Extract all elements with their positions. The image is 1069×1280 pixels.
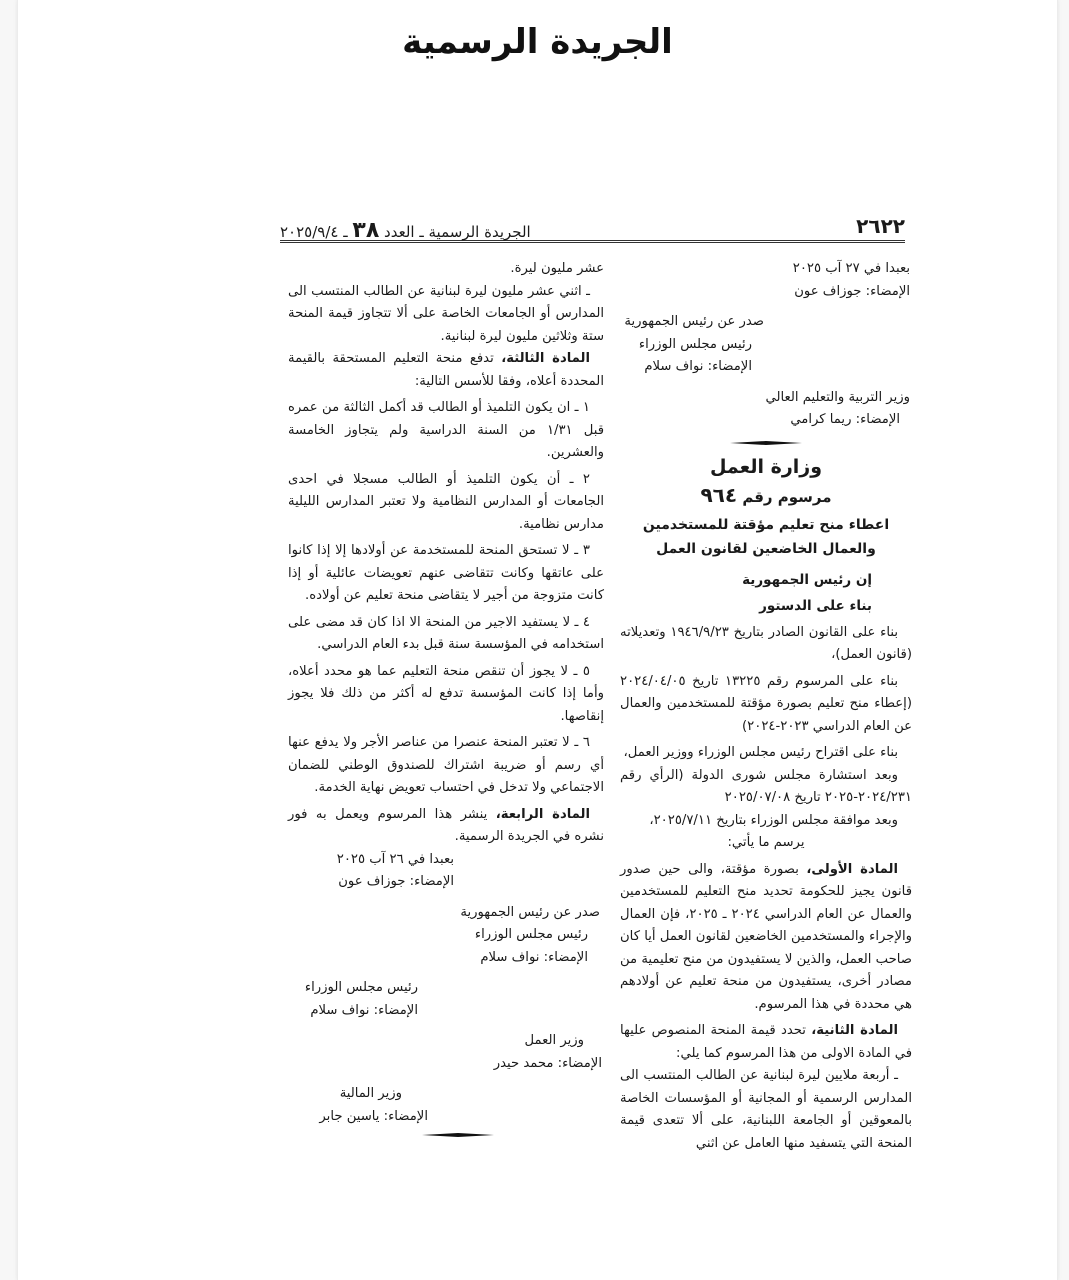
article-3 (288, 348, 604, 393)
signoff-date: بعبدا في ٢٦ آب ٢٠٢٥ (336, 851, 454, 867)
document-page (17, 0, 1058, 1280)
running-header-title (280, 218, 531, 243)
running-header (280, 214, 905, 243)
right-column (620, 258, 912, 1159)
article-1-label: المادة الأولى، (806, 861, 898, 877)
article-4 (288, 804, 604, 849)
gazette-name: الجريدة الرسمية ـ العدد (384, 223, 531, 241)
previous-decree-signoff (620, 258, 912, 448)
article-3-label: المادة الثالثة، (501, 351, 590, 366)
signoff-pm-2: الإمضاء: نواف سلام (310, 1002, 418, 1018)
condition-item: ٦ ـ لا تعتبر المنحة عنصرا من عناصر الأجر ولا يدفع عنها أي رسم أو ضريبة اشتراك للصندوق الوطني للضمان الاجتماعي ولا تدخل في احتساب تعويض نهاية الخدمة. (288, 735, 604, 795)
section-divider-icon (422, 1130, 494, 1140)
signoff-date: بعبدا في ٢٧ آب ٢٠٢٥ (792, 261, 910, 276)
preamble-president: إن رئيس الجمهورية (742, 571, 872, 588)
signoff-issued-by: صدر عن رئيس الجمهورية (624, 314, 764, 329)
continuation-text: عشر مليون ليرة. (510, 261, 604, 276)
section-divider-icon (730, 438, 802, 448)
condition-item: ٤ ـ لا يستفيد الاجير من المنحة الا اذا كان قد مضى على استخدامه في المؤسسة سنة قبل بدء العام الدراسي. (288, 614, 604, 652)
decree-label: مرسوم رقم (742, 488, 832, 506)
recital: بناء على اقتراح رئيس مجلس الوزراء ووزير العمل، (623, 745, 898, 760)
article-2 (620, 1020, 912, 1065)
decree-heading (620, 484, 912, 509)
signoff-finance-minister: الإمضاء: ياسين جابر (319, 1108, 428, 1124)
signoff-issued-by: صدر عن رئيس الجمهورية (460, 904, 600, 920)
issue-number: ٣٨ (352, 218, 380, 243)
article-2-label: المادة الثانية، (811, 1023, 898, 1038)
masthead-title: الجريدة الرسمية (402, 22, 673, 62)
issue-date: ـ ٢٠٢٥/٩/٤ (280, 223, 348, 241)
signoff-president: الإمضاء: جوزاف عون (338, 874, 454, 889)
left-column (288, 258, 604, 1142)
article-2-item-1: ـ أربعة ملايين ليرة لبنانية عن الطالب المنتسب الى المدارس الرسمية أو المجانية أو المؤسسات الخاصة بالمعوقين أو الجامعة اللبنانية، على ألا تتعدى قيمة المنحة التي يتسفيد منها العامل عن اثني (620, 1068, 912, 1151)
signoff-pm: الإمضاء: نواف سلام (480, 949, 588, 965)
signoff-labour-minister: الإمضاء: محمد حيدر (493, 1055, 602, 1071)
signoff-pm-title: رئيس مجلس الوزراء (638, 336, 752, 352)
signoff-minister-title: وزير التربية والتعليم العالي (765, 389, 910, 405)
condition-item: ٢ ـ أن يكون التلميذ أو الطالب مسجلا في احدى الجامعات أو المدارس النظامية ولا تعتبر المدارس الليلية مدارس نظامية. (288, 471, 604, 532)
decree-number: ٩٦٤ (700, 483, 738, 507)
article-3-text: تدفع منحة التعليم المستحقة بالقيمة المحددة أعلاه، وفقا للأسس التالية: (288, 351, 604, 389)
condition-item: ٣ ـ لا تستحق المنحة للمستخدمة عن أولادها إلا إذا كانوا على عاتقها وكانت تتقاضى عنهم تعويضات عائلية أو إذا كانت متزوجة من أجير لا يتقاضى منحة تعليم عن أولاده. (288, 543, 604, 603)
signoff-pm-title: رئيس مجلس الوزراء (474, 927, 588, 942)
condition-item: ٥ ـ لا يجوز أن تنقص منحة التعليم عما هو محدد أعلاه، وأما إذا كانت المؤسسة تدفع له أكثر من ذلك فلا يجوز إنقاصها. (288, 663, 604, 724)
signoff-minister: الإمضاء: ريما كرامي (790, 412, 900, 427)
ministry-heading: وزارة العمل (709, 455, 823, 478)
article-2-item-2: ـ اثني عشر مليون ليرة لبنانية عن الطالب المنتسب الى المدارس أو الجامعات الخاصة على ألا تتجاوز قيمة المنحة ستة وثلاثين مليون ليرة لبنانية. (288, 283, 604, 344)
recital: بناء على المرسوم رقم ١٣٢٢٥ تاريخ ٢٠٢٤/٠٤/٠٥ (إعطاء منح تعليم بصورة مؤقتة للمستخدمين والعمال عن العام الدراسي ٢٠٢٣-٢٠٢٤) (620, 673, 912, 734)
page-number: ٢٦٢٢ (856, 214, 905, 238)
recital: وبعد موافقة مجلس الوزراء بتاريخ ٢٠٢٥/٧/١١، (649, 812, 898, 828)
decrees-line: يرسم ما يأتي: (727, 835, 805, 850)
signoff-president: الإمضاء: جوزاف عون (794, 283, 910, 299)
signoff-labour-minister-title: وزير العمل (524, 1033, 584, 1048)
article-2-text: تحدد قيمة المنحة المنصوص عليها في المادة الاولى من هذا المرسوم كما يلي: (620, 1023, 912, 1061)
signoff-pm: الإمضاء: نواف سلام (644, 359, 752, 374)
article-1-text: بصورة مؤقتة، والى حين صدور قانون يجيز للحكومة تحديد منح التعليم للمستخدمين والعمال عن العام الدراسي ٢٠٢٤ ـ ٢٠٢٥، فإن العمال والإجراء والمستخدمين الخاضعين لقانون العمل أيا كان صاحب العمل، والذين لا يستفيدون من منح تعليمية من مصادر أخرى، يستفيدون من منحة تعليم عن أولادهم هي محددة في هذا المرسوم. (620, 861, 913, 1012)
recital: وبعد استشارة مجلس شورى الدولة (الرأي رقم ٢٠٢٤/٢٣١-٢٠٢٥ تاريخ ٢٠٢٥/٠٧/٠٨ (620, 767, 912, 805)
condition-item: ١ ـ ان يكون التلميذ أو الطالب قد أكمل الثالثة من عمره قبل ١/٣١ من السنة الدراسية ولم يتجاوز الخامسة والعشرين. (288, 400, 604, 460)
article-4-text: ينشر هذا المرسوم ويعمل به فور نشره في الجريدة الرسمية. (288, 806, 604, 844)
signoff-finance-minister-title: وزير المالية (339, 1086, 402, 1101)
decree-subject: اعطاء منح تعليم مؤقتة للمستخدمين والعمال الخاضعين لقانون العمل (642, 516, 890, 557)
decree-signoff (288, 849, 604, 1141)
preamble-constitution: بناء على الدستور (759, 598, 872, 614)
article-1 (620, 859, 912, 1017)
article-4-label: المادة الرابعة، (495, 806, 590, 822)
signoff-pm-title-2: رئيس مجلس الوزراء (304, 980, 418, 995)
recital: بناء على القانون الصادر بتاريخ ١٩٤٦/٩/٢٣ وتعديلاته (قانون العمل)، (620, 624, 912, 662)
